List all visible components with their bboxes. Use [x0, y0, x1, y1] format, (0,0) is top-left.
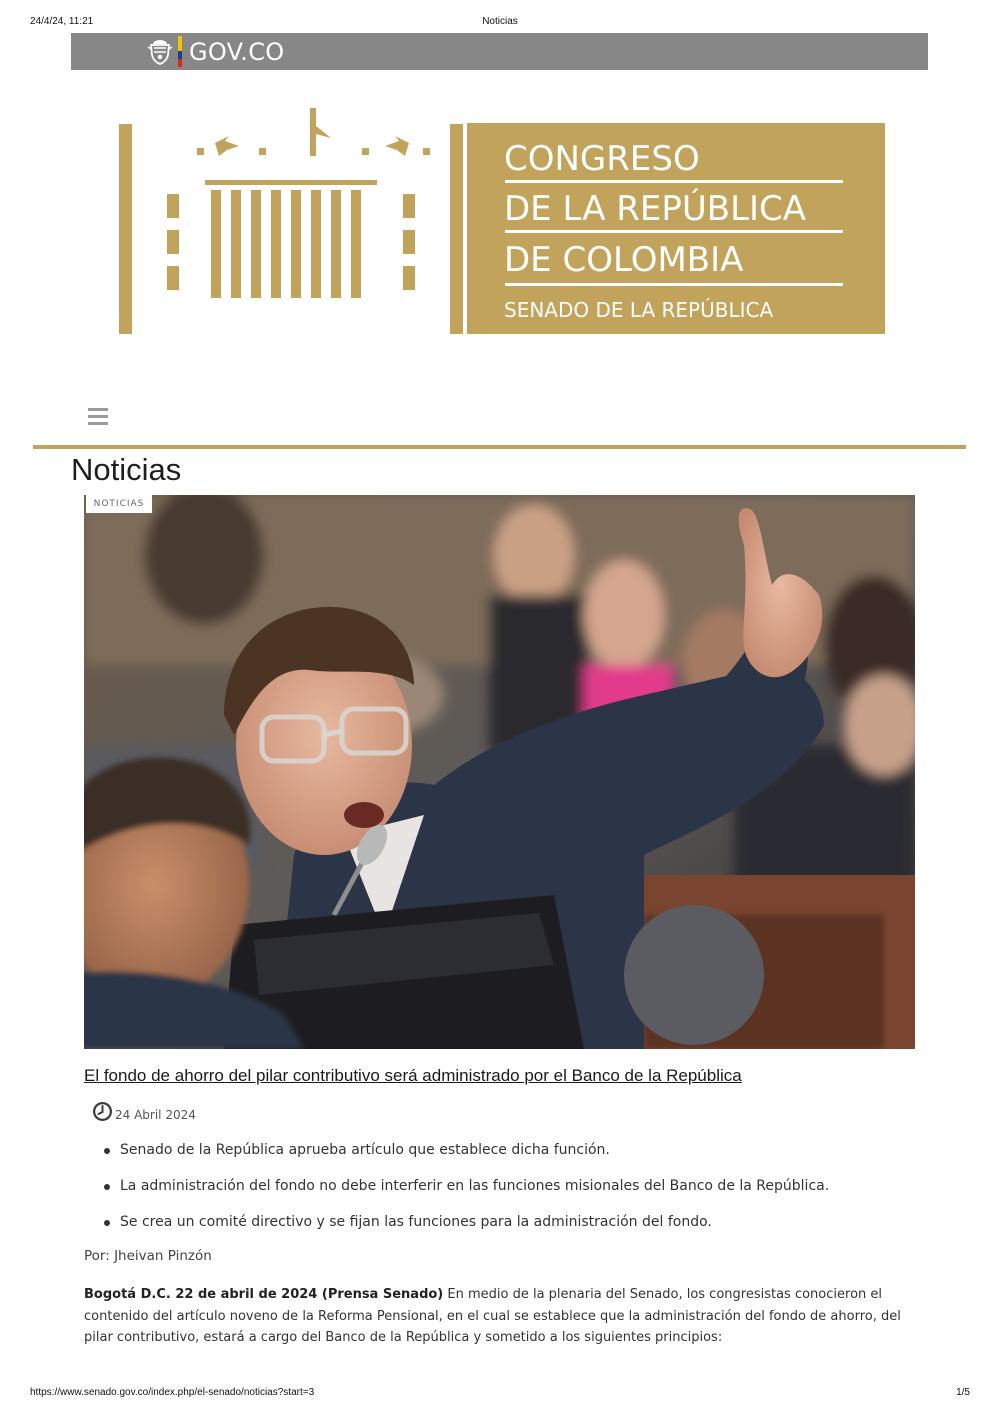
hamburger-bar [88, 408, 108, 411]
colombia-crest-icon[interactable] [147, 38, 173, 65]
hamburger-menu-icon[interactable] [88, 408, 108, 425]
article-byline: Por: Jheivan Pinzón [84, 1248, 212, 1264]
article-summary-list [102, 1141, 829, 1249]
page-title: Noticias [71, 452, 182, 487]
list-item: Senado de la República aprueba artículo que establece dicha función. [102, 1141, 829, 1177]
article-lead-paragraph [84, 1284, 904, 1349]
list-item: Se crea un comité directivo y se fijan las funciones para la administración del fondo. [102, 1213, 829, 1249]
gov-co-link[interactable]: GOV.CO [189, 38, 285, 66]
flag-yellow [178, 36, 182, 51]
hamburger-bar [88, 415, 108, 418]
hamburger-bar [88, 422, 108, 425]
banner-line-republica: DE LA REPÚBLICA [504, 189, 807, 229]
clock-icon [92, 1101, 113, 1122]
banner-line-senado: SENADO DE LA REPÚBLICA [504, 298, 774, 322]
flag-red [178, 59, 182, 67]
capitol-building-icon [119, 108, 463, 334]
banner-line-colombia: DE COLOMBIA [504, 240, 744, 280]
list-item: La administración del fondo no debe interferir en las funciones misionales del Banco de la República. [102, 1177, 829, 1213]
print-footer [30, 1387, 970, 1401]
flag-blue [178, 51, 182, 59]
print-datetime: 24/4/24, 11:21 [30, 16, 94, 27]
article-title-link[interactable]: El fondo de ahorro del pilar contributivo será administrado por el Banco de la República [84, 1066, 742, 1085]
print-page-count: 1/5 [956, 1387, 970, 1398]
article-lead-text: En medio de la plenaria del Senado, los congresistas conocieron el contenido del artículo noveno de la Reforma Pensional, en el cual se establece que la administración del fondo de ahorro, del pilar contributivo, estará a cargo del Banco de la República y sometido a los siguientes principios: [84, 1287, 901, 1345]
colombia-flag-stripe [178, 36, 182, 67]
print-header [30, 16, 970, 30]
banner-line-congreso: CONGRESO [504, 139, 700, 179]
print-title: Noticias [482, 16, 518, 27]
article-photo[interactable] [84, 495, 915, 1049]
article-date: 24 Abril 2024 [115, 1108, 196, 1122]
print-url: https://www.senado.gov.co/index.php/el-senado/noticias?start=3 [30, 1387, 315, 1398]
article-lead-bold: Bogotá D.C. 22 de abril de 2024 (Prensa Senado) [84, 1287, 444, 1302]
gov-co-bar [71, 33, 928, 70]
category-tag[interactable]: NOTICIAS [86, 495, 152, 513]
gold-divider [33, 445, 966, 449]
congreso-banner-logo[interactable] [119, 108, 885, 336]
